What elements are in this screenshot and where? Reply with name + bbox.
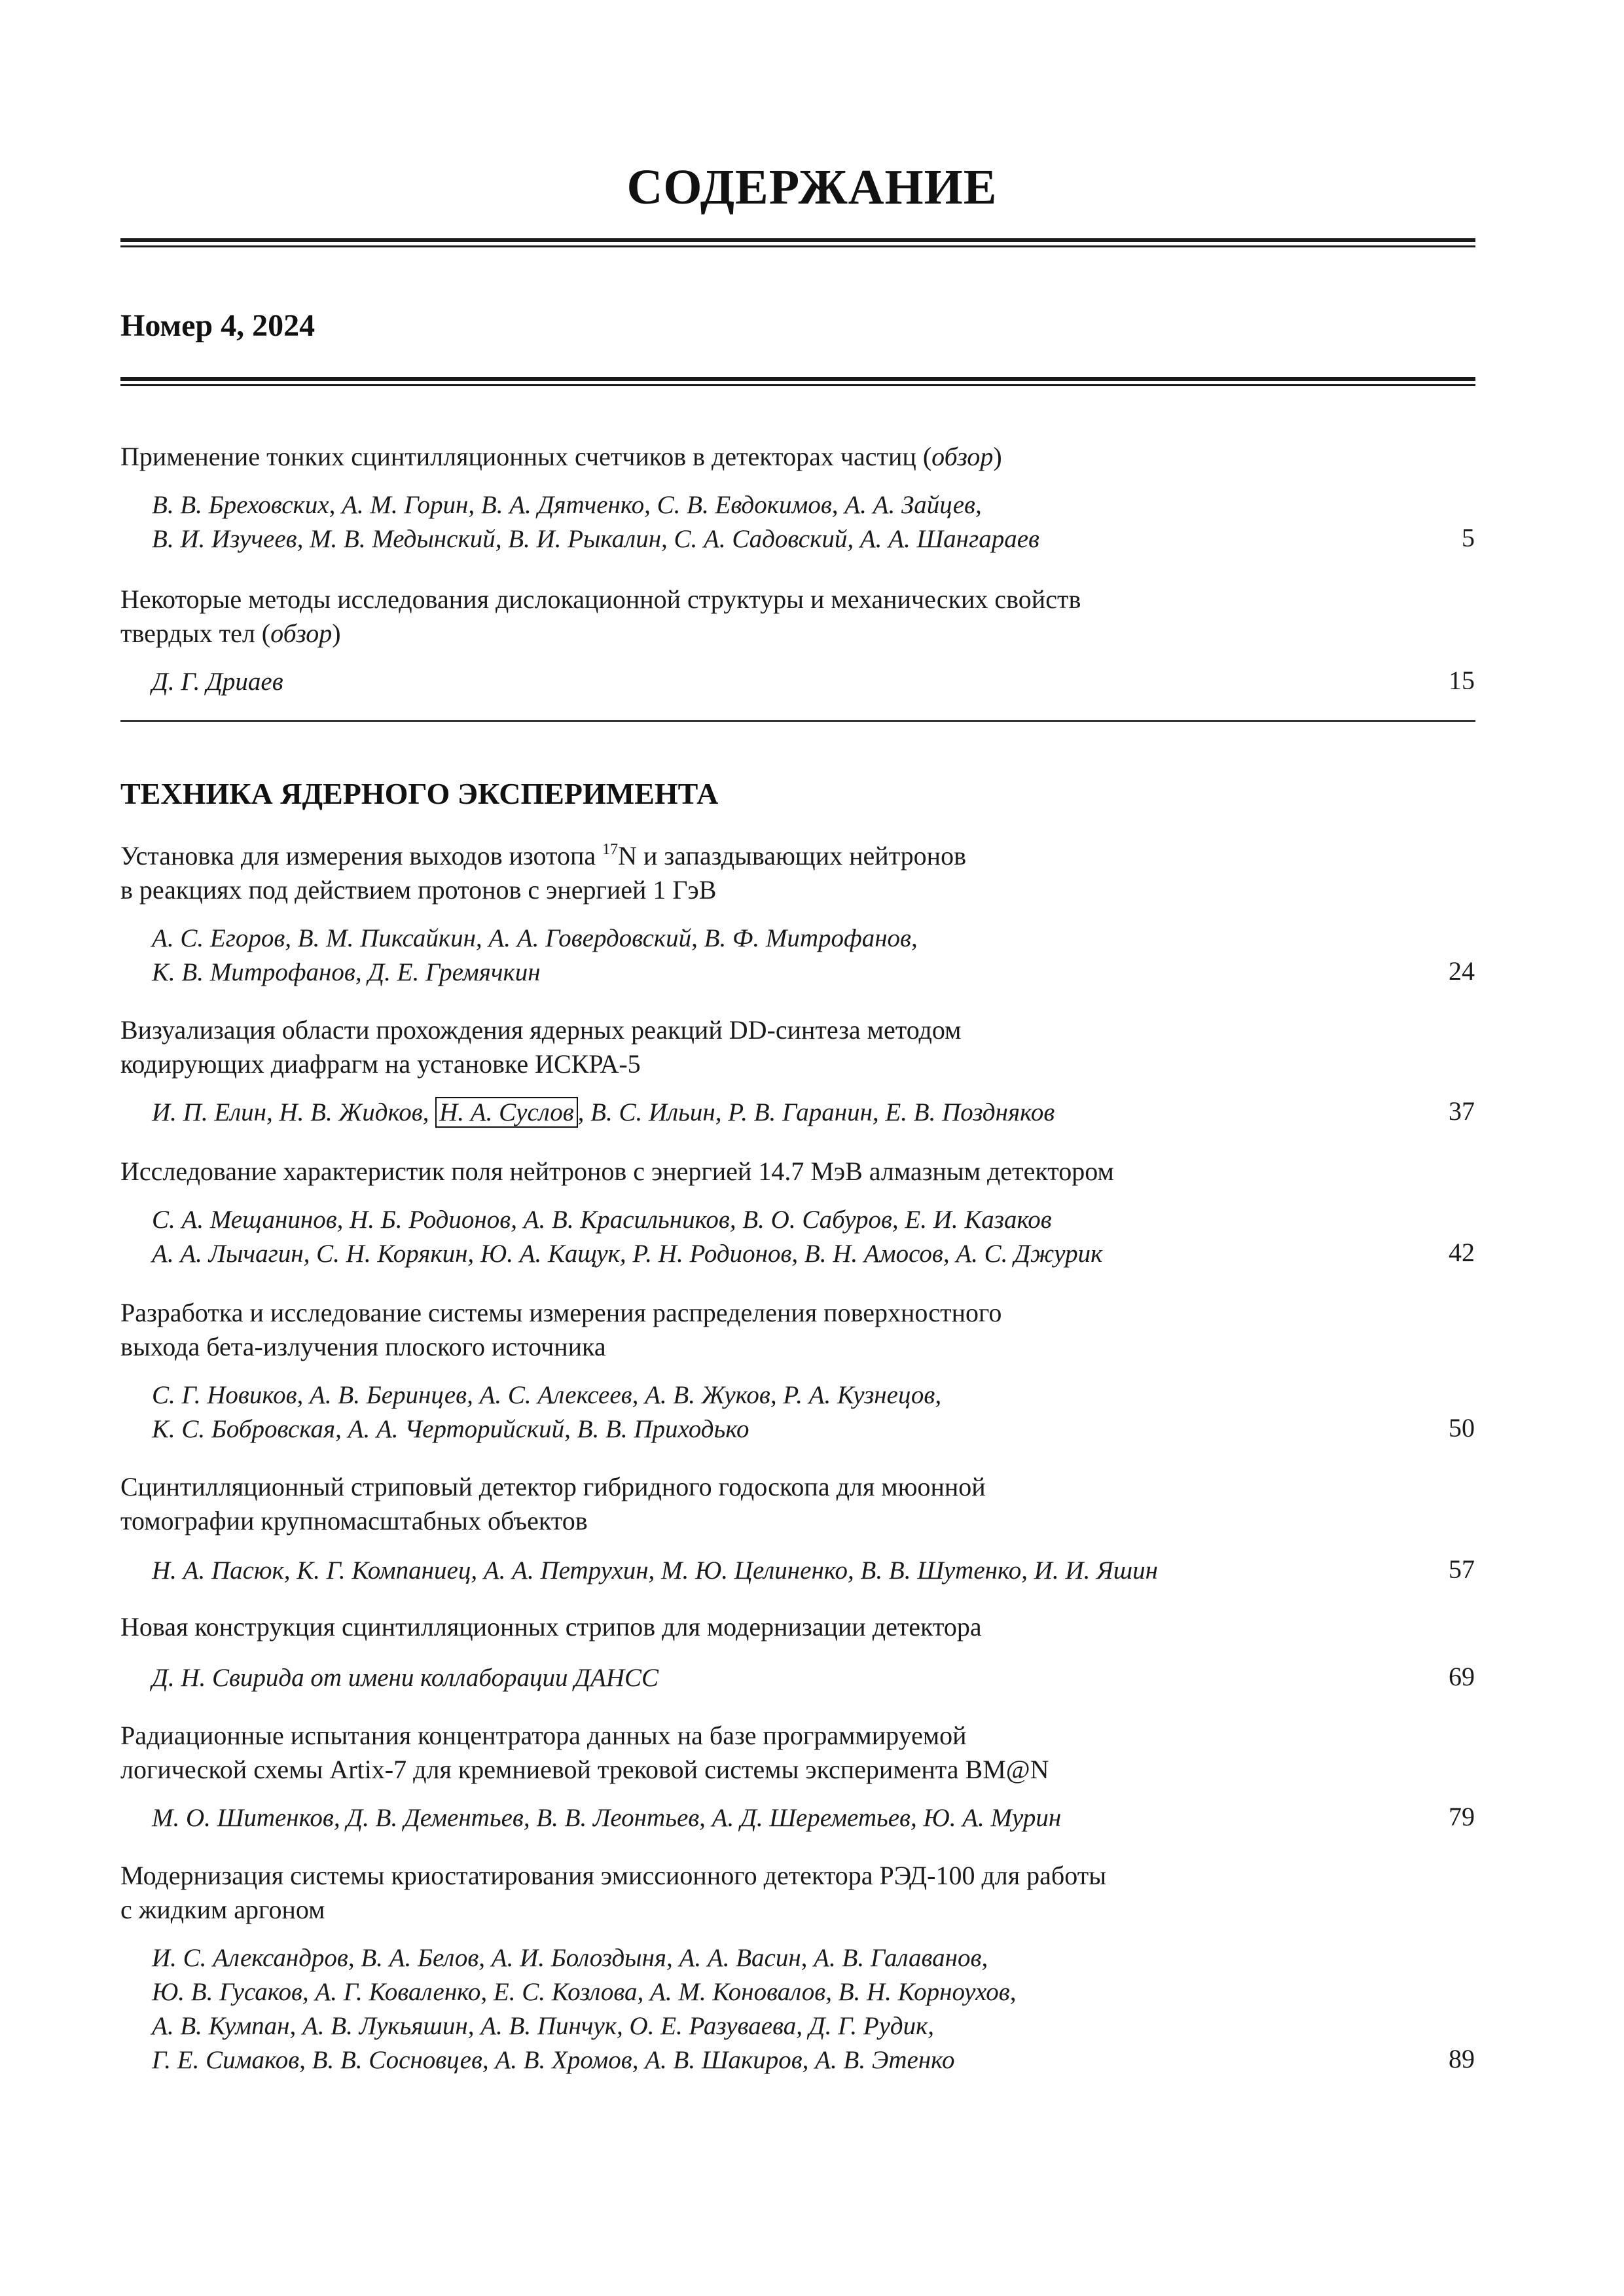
- article-note: обзор: [270, 619, 333, 648]
- article-title-pre: Установка для измерения выходов изотопа: [120, 841, 603, 870]
- page-number[interactable]: 69: [1449, 1662, 1475, 1691]
- article-authors: Н. А. Пасюк, К. Г. Компаниец, А. А. Петрухин, М. Ю. Целиненко, В. В. Шутенко, И. И. Яшин: [152, 1556, 1159, 1585]
- page-number[interactable]: 79: [1449, 1802, 1475, 1831]
- article-title[interactable]: Применение тонких сцинтилляционных счетчиков в детекторах частиц (обзор): [120, 442, 1002, 471]
- page-number[interactable]: 15: [1449, 666, 1475, 695]
- article-authors: С. А. Мещанинов, Н. Б. Родионов, А. В. Красильников, В. О. Сабуров, Е. И. Казаков А. А. Лычагин, С. Н. Корякин, Ю. А. Кащук, Р. Н. Родионов, В. Н. Амосов, А. С. Джурик: [152, 1206, 1103, 1268]
- page-number[interactable]: 50: [1449, 1413, 1475, 1443]
- page-number[interactable]: 37: [1449, 1096, 1475, 1126]
- article-title[interactable]: Модернизация системы криостатирования эмиссионного детектора РЭД-100 для работы с жидким аргоном: [120, 1861, 1107, 1924]
- article-authors: М. О. Шитенков, Д. В. Дементьев, В. В. Леонтьев, А. Д. Шереметьев, Ю. А. Мурин: [152, 1804, 1062, 1832]
- double-rule-issue: [120, 377, 1475, 386]
- authors-pre: И. П. Елин, Н. В. Жидков,: [152, 1098, 436, 1126]
- article-authors: А. С. Егоров, В. М. Пиксайкин, А. А. Говердовский, В. Ф. Митрофанов, К. В. Митрофанов, Д. Е. Гремячкин: [152, 924, 918, 986]
- article-title[interactable]: Визуализация области прохождения ядерных реакций DD-синтеза методом кодирующих диафрагм на установке ИСКРА-5: [120, 1015, 962, 1079]
- page-number[interactable]: 89: [1449, 2044, 1475, 2073]
- article-authors: Д. Н. Свирида от имени коллаборации ДАНСС: [152, 1664, 659, 1692]
- section-heading: ТЕХНИКА ЯДЕРНОГО ЭКСПЕРИМЕНТА: [120, 777, 719, 810]
- page-number[interactable]: 42: [1449, 1238, 1475, 1267]
- article-authors: В. В. Бреховских, А. М. Горин, В. А. Дятченко, С. В. Евдокимов, А. А. Зайцев, В. И. Изучеев, М. В. Медынский, В. И. Рыкалин, С. А. Садовский, А. А. Шангараев: [152, 491, 1039, 553]
- article-authors: И. С. Александров, В. А. Белов, А. И. Болоздыня, А. А. Васин, А. В. Галаванов, Ю. В. Гусаков, А. Г. Коваленко, Е. С. Козлова, А. М. Коновалов, В. Н. Корноухов, А. В. Кумпан, А. В. Лукьяшин, А. В. Пинчук, О. Е. Разуваева, Д. Г. Рудик, Г. Е. Симаков, В. В. Сосновцев, А. В. Хромов, А. В. Шакиров, А. В. Этенко: [152, 1944, 1017, 2074]
- article-title[interactable]: Исследование характеристик поля нейтронов с энергией 14.7 МэВ алмазным детектором: [120, 1157, 1114, 1186]
- article-title-text: Некоторые методы исследования дислокационной структуры и механических свойств твердых тел: [120, 584, 1081, 648]
- article-authors: Д. Г. Дриаев: [152, 668, 283, 696]
- boxed-author: Н. А. Суслов: [435, 1097, 578, 1128]
- page-number[interactable]: 5: [1462, 523, 1475, 552]
- article-title[interactable]: Сцинтилляционный стриповый детектор гибридного годоскопа для мюонной томографии крупномасштабных объектов: [120, 1472, 986, 1535]
- page-number[interactable]: 24: [1449, 956, 1475, 986]
- article-title-post: N и запаздывающих нейтронов в реакциях под действием протонов с энергией 1 ГэВ: [120, 841, 966, 905]
- article-authors: [152, 1096, 1396, 1130]
- page-title: СОДЕРЖАНИЕ: [626, 160, 998, 215]
- isotope-superscript: 17: [602, 841, 619, 858]
- article-title[interactable]: [120, 839, 1364, 907]
- article-title[interactable]: Разработка и исследование системы измерения распределения поверхностного выхода бета-излучения плоского источника: [120, 1298, 1002, 1361]
- page-number[interactable]: 57: [1449, 1554, 1475, 1584]
- article-title[interactable]: Некоторые методы исследования дислокационной структуры и механических свойств твердых тел (обзор): [120, 584, 1081, 648]
- article-authors: С. Г. Новиков, А. В. Беринцев, А. С. Алексеев, А. В. Жуков, Р. А. Кузнецов, К. С. Бобровская, А. А. Черторийский, В. В. Приходько: [152, 1381, 942, 1443]
- issue-number: Номер 4, 2024: [120, 308, 316, 343]
- article-title-text: Применение тонких сцинтилляционных счетчиков в детекторах частиц: [120, 442, 916, 471]
- article-title[interactable]: Радиационные испытания концентратора данных на базе программируемой логической схемы Artix-7 для кремниевой трековой системы эксперимента BM@N: [120, 1721, 1049, 1784]
- authors-post: , В. С. Ильин, Р. В. Гаранин, Е. В. Поздняков: [577, 1098, 1055, 1126]
- section-divider: [120, 720, 1475, 722]
- article-note: обзор: [931, 442, 994, 471]
- double-rule-top: [120, 238, 1475, 247]
- article-title[interactable]: Новая конструкция сцинтилляционных стрипов для модернизации детектора: [120, 1612, 982, 1641]
